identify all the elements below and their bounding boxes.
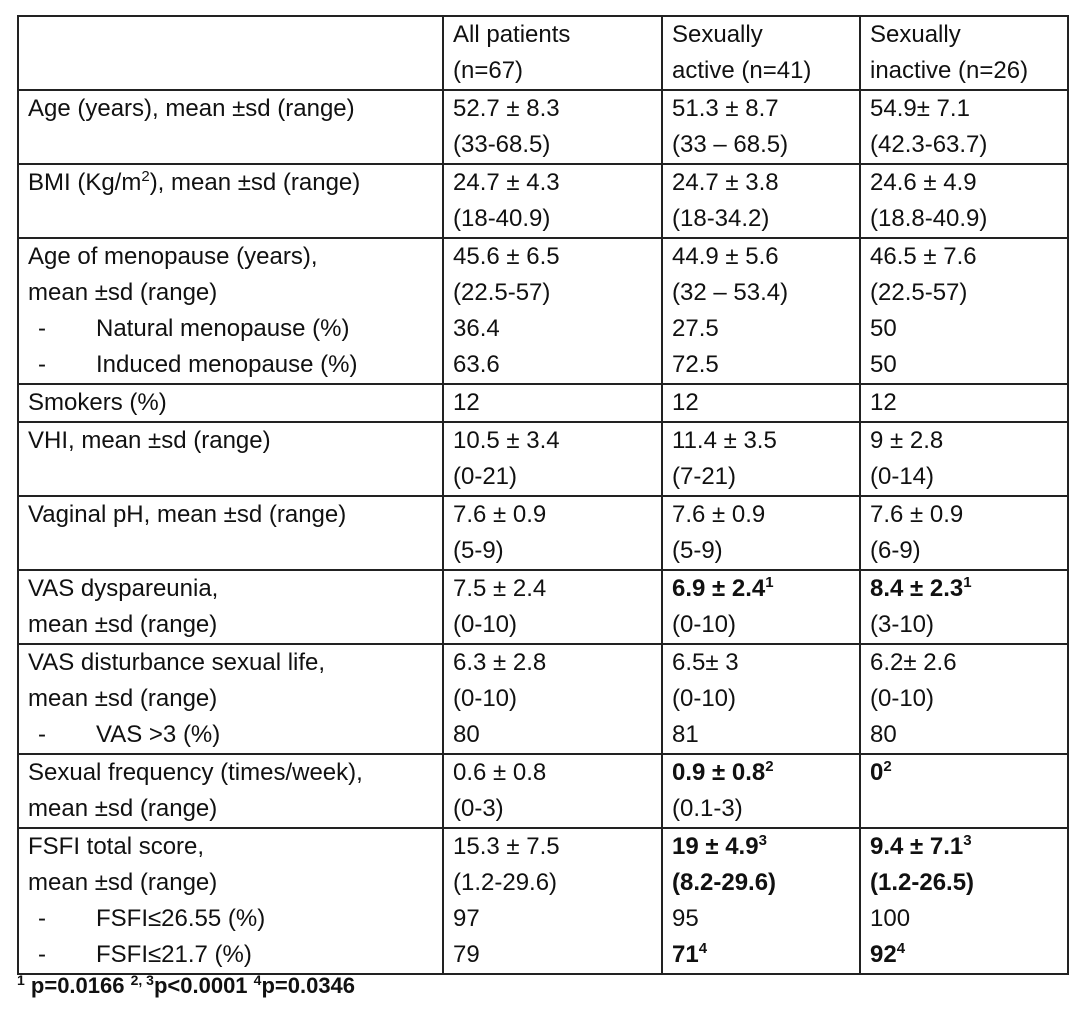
sub-item-vas-over-3: - VAS >3 (%) [38, 721, 221, 748]
header-sexually-inactive: Sexually inactive (n=26) [860, 16, 1068, 90]
header-empty-cell [18, 16, 443, 90]
cell-all: 24.7 ± 4.3 (18-40.9) [443, 164, 662, 238]
row-label: Smokers (%) [18, 384, 443, 422]
cell-inactive: $0^2$ [860, 754, 1068, 828]
cell-all: 15.3 ± 7.5 (1.2-29.6) 97 79 [443, 828, 662, 974]
header-sexually-active: Sexually active (n=41) [662, 16, 860, 90]
row-sexual-frequency [18, 754, 1068, 828]
cell-active: 44.9 ± 5.6 (32 – 53.4) 27.5 72.5 [662, 238, 860, 384]
row-fsfi [18, 828, 1068, 974]
cell-inactive: 54.9± 7.1 (42.3-63.7) [860, 90, 1068, 164]
row-label: Sexual frequency (times/week), mean ±sd (range) [18, 754, 443, 828]
cell-active: 24.7 ± 3.8 (18-34.2) [662, 164, 860, 238]
row-vhi [18, 422, 1068, 496]
cell-active: $19 \pm 4.9^3$ (8.2-29.6) 95 $71^4$ [662, 828, 860, 974]
cell-all: 7.5 ± 2.4 (0-10) [443, 570, 662, 644]
row-smokers [18, 384, 1068, 422]
cell-all: 0.6 ± 0.8 (0-3) [443, 754, 662, 828]
cell-all: 7.6 ± 0.9 (5-9) [443, 496, 662, 570]
cell-inactive: $9.4 \pm 7.1^3$ (1.2-26.5) 100 $92^4$ [860, 828, 1068, 974]
cell-active: 7.6 ± 0.9 (5-9) [662, 496, 860, 570]
cell-inactive: 46.5 ± 7.6 (22.5-57) 50 50 [860, 238, 1068, 384]
header-all-patients: All patients (n=67) [443, 16, 662, 90]
cell-all: 12 [443, 384, 662, 422]
row-label: VAS dyspareunia, mean ±sd (range) [18, 570, 443, 644]
row-label: VHI, mean ±sd (range) [18, 422, 443, 496]
row-age [18, 90, 1068, 164]
cell-inactive: 9 ± 2.8 (0-14) [860, 422, 1068, 496]
sub-item-fsfi-21-7: - FSFI≤21.7 (%) [38, 941, 252, 968]
row-bmi [18, 164, 1068, 238]
cell-all: 10.5 ± 3.4 (0-21) [443, 422, 662, 496]
cell-all: 45.6 ± 6.5 (22.5-57) 36.4 63.6 [443, 238, 662, 384]
sub-item-fsfi-26-55: - FSFI≤26.55 (%) [38, 905, 266, 932]
cell-all: 52.7 ± 8.3 (33-68.5) [443, 90, 662, 164]
row-vaginal-ph [18, 496, 1068, 570]
cell-inactive: 6.2± 2.6 (0-10) 80 [860, 644, 1068, 754]
cell-active: $6.9 \pm 2.4^1$ (0-10) [662, 570, 860, 644]
row-label: FSFI total score, mean ±sd (range) - FSFI≤26.55 (%) - FSFI≤21.7 (%) [18, 828, 443, 974]
row-vas-disturbance [18, 644, 1068, 754]
row-label: Age (years), mean ±sd (range) [18, 90, 443, 164]
cell-inactive: 24.6 ± 4.9 (18.8-40.9) [860, 164, 1068, 238]
row-label: BMI $(Kg/m^2)$, mean ±sd (range) [18, 164, 443, 238]
cell-active: 6.5± 3 (0-10) 81 [662, 644, 860, 754]
cell-active: 11.4 ± 3.5 (7-21) [662, 422, 860, 496]
patient-characteristics-table [17, 15, 1069, 975]
table-footnote: $^1$ p=0.0166 $^{2, 3}$p<0.0001 $^4$p=0.0346 [17, 972, 356, 998]
cell-inactive: 12 [860, 384, 1068, 422]
cell-all: 6.3 ± 2.8 (0-10) 80 [443, 644, 662, 754]
row-menopause [18, 238, 1068, 384]
cell-inactive: $8.4 \pm 2.3^1$ (3-10) [860, 570, 1068, 644]
cell-inactive: 7.6 ± 0.9 (6-9) [860, 496, 1068, 570]
cell-active: $0.9 \pm 0.8^2$ (0.1-3) [662, 754, 860, 828]
row-label: Vaginal pH, mean ±sd (range) [18, 496, 443, 570]
header-row [18, 16, 1068, 90]
cell-active: 12 [662, 384, 860, 422]
row-label: Age of menopause (years), mean ±sd (range) - Natural menopause (%) - Induced menopause (%) [18, 238, 443, 384]
sub-item-induced: - Induced menopause (%) [38, 351, 358, 378]
cell-active: 51.3 ± 8.7 (33 – 68.5) [662, 90, 860, 164]
row-vas-dyspareunia [18, 570, 1068, 644]
sub-item-natural: - Natural menopause (%) [38, 315, 350, 342]
row-label: VAS disturbance sexual life, mean ±sd (range) - VAS >3 (%) [18, 644, 443, 754]
